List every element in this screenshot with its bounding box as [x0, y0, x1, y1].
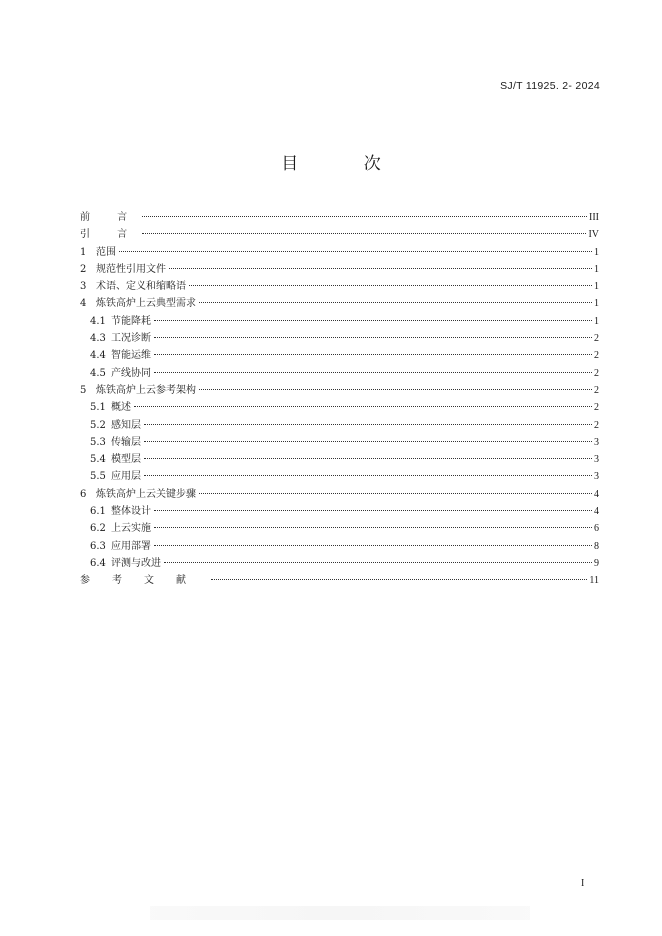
toc-title: 目 次	[281, 154, 411, 174]
toc-entry-number: 4	[80, 298, 87, 310]
toc-dot-leader	[199, 389, 592, 390]
toc-dot-leader	[142, 233, 586, 234]
toc-entry-label: 评测与改进	[111, 557, 161, 569]
toc-entry-label: 模型层	[111, 454, 141, 466]
toc-entry-label: 感知层	[111, 419, 141, 431]
document-code: SJ/T 11925. 2- 2024	[500, 80, 600, 92]
toc-entry-label: 节能降耗	[111, 315, 151, 327]
toc-entry-page: 1	[594, 246, 599, 258]
toc-entry-number: 5.4	[90, 454, 106, 466]
toc-entry[interactable]	[80, 295, 599, 312]
toc-entry-label: 传输层	[111, 436, 141, 448]
toc-entry-page: 1	[594, 298, 599, 310]
toc-entry-page: 11	[589, 575, 599, 587]
toc-entry-page: 1	[594, 281, 599, 293]
toc-entry-page: 3	[594, 471, 599, 483]
toc-entry[interactable]	[80, 503, 599, 520]
toc-entry-number: 6.4	[90, 557, 106, 569]
toc-entry-page: 2	[594, 402, 599, 414]
toc-dot-leader	[154, 545, 592, 546]
toc-entry[interactable]	[80, 538, 599, 555]
toc-entry[interactable]	[80, 244, 599, 261]
toc-dot-leader	[189, 285, 592, 286]
toc-entry[interactable]	[80, 261, 599, 278]
toc-entry[interactable]	[80, 417, 599, 434]
toc-entry[interactable]	[80, 572, 599, 589]
toc-entry-number: 1	[80, 246, 87, 258]
toc-entry-label: 引 言	[80, 229, 140, 241]
toc-entry-number: 6.1	[90, 506, 106, 518]
toc-entry-page: 1	[594, 315, 599, 327]
toc-entry-label: 术语、定义和缩略语	[96, 281, 186, 293]
toc-entry[interactable]	[80, 382, 599, 399]
toc-entry-label: 应用层	[111, 471, 141, 483]
toc-entry-page: 4	[594, 506, 599, 518]
toc-entry[interactable]	[80, 226, 599, 243]
toc-dot-leader	[144, 475, 592, 476]
toc-entry-page: 2	[594, 419, 599, 431]
toc-entry-page: 1	[594, 263, 599, 275]
toc-entry-page: 4	[594, 488, 599, 500]
toc-entry-number: 6.2	[90, 523, 106, 535]
toc-entry-label: 智能运维	[111, 350, 151, 362]
toc-entry-label: 参考文献	[80, 575, 208, 587]
toc-entry-label: 前 言	[80, 212, 140, 223]
toc-entry[interactable]	[80, 365, 599, 382]
toc-entry-number: 4.1	[90, 315, 106, 327]
toc-dot-leader	[154, 320, 592, 321]
toc-entry-label: 规范性引用文件	[96, 263, 166, 275]
toc-entry-page: 3	[594, 454, 599, 466]
toc-entry-number: 5	[80, 384, 87, 396]
toc-entry-number: 2	[80, 263, 87, 275]
toc-entry-number: 3	[80, 281, 87, 293]
toc-entry[interactable]	[80, 468, 599, 485]
toc-entry-number: 6	[80, 488, 87, 500]
toc-entry-label: 范围	[96, 246, 116, 258]
toc-entry-number: 5.5	[90, 471, 106, 483]
toc-entry-page: 2	[594, 367, 599, 379]
page-number: I	[581, 878, 585, 889]
toc-entry[interactable]	[80, 486, 599, 503]
toc-entry-page: IV	[588, 229, 599, 241]
toc-entry-label: 应用部署	[111, 540, 151, 552]
toc-entry-page: 3	[594, 436, 599, 448]
toc-dot-leader	[142, 216, 587, 217]
toc-entry-number: 6.3	[90, 540, 106, 552]
table-of-contents	[80, 209, 599, 590]
toc-entry-page: 2	[594, 350, 599, 362]
faint-watermark	[150, 906, 530, 920]
toc-entry-number: 4.3	[90, 333, 106, 345]
toc-entry-label: 炼铁高炉上云关键步骤	[96, 488, 196, 500]
toc-entry-label: 工况诊断	[111, 333, 151, 345]
toc-entry-page: 2	[594, 384, 599, 396]
toc-entry-page: III	[589, 212, 599, 223]
toc-entry-number: 5.3	[90, 436, 106, 448]
toc-entry-label: 上云实施	[111, 523, 151, 535]
toc-dot-leader	[154, 354, 592, 355]
toc-entry[interactable]	[80, 451, 599, 468]
toc-dot-leader	[154, 372, 592, 373]
toc-entry-label: 产线协同	[111, 367, 151, 379]
toc-entry[interactable]	[80, 399, 599, 416]
toc-dot-leader	[134, 406, 592, 407]
toc-dot-leader	[144, 441, 592, 442]
toc-entry[interactable]	[80, 278, 599, 295]
toc-dot-leader	[154, 337, 592, 338]
toc-dot-leader	[154, 510, 592, 511]
toc-entry-number: 5.1	[90, 402, 106, 414]
toc-entry-label: 概述	[111, 402, 131, 414]
toc-dot-leader	[119, 251, 592, 252]
toc-entry[interactable]	[80, 209, 599, 226]
toc-entry[interactable]	[80, 330, 599, 347]
toc-entry[interactable]	[80, 555, 599, 572]
toc-entry[interactable]	[80, 347, 599, 364]
toc-entry-page: 8	[594, 540, 599, 552]
toc-entry-label: 整体设计	[111, 506, 151, 518]
toc-dot-leader	[211, 579, 587, 580]
toc-entry[interactable]	[80, 313, 599, 330]
toc-dot-leader	[199, 302, 592, 303]
toc-entry[interactable]	[80, 520, 599, 537]
toc-entry-page: 2	[594, 333, 599, 345]
toc-dot-leader	[164, 562, 592, 563]
toc-entry-number: 4.4	[90, 350, 106, 362]
toc-entry-number: 4.5	[90, 367, 106, 379]
toc-dot-leader	[169, 268, 592, 269]
toc-dot-leader	[144, 458, 592, 459]
toc-dot-leader	[154, 527, 592, 528]
toc-entry-label: 炼铁高炉上云参考架构	[96, 384, 196, 396]
toc-entry[interactable]	[80, 434, 599, 451]
toc-dot-leader	[199, 493, 592, 494]
toc-dot-leader	[144, 424, 592, 425]
toc-entry-number: 5.2	[90, 419, 106, 431]
toc-entry-page: 6	[594, 523, 599, 535]
toc-entry-label: 炼铁高炉上云典型需求	[96, 298, 196, 310]
toc-entry-page: 9	[594, 557, 599, 569]
